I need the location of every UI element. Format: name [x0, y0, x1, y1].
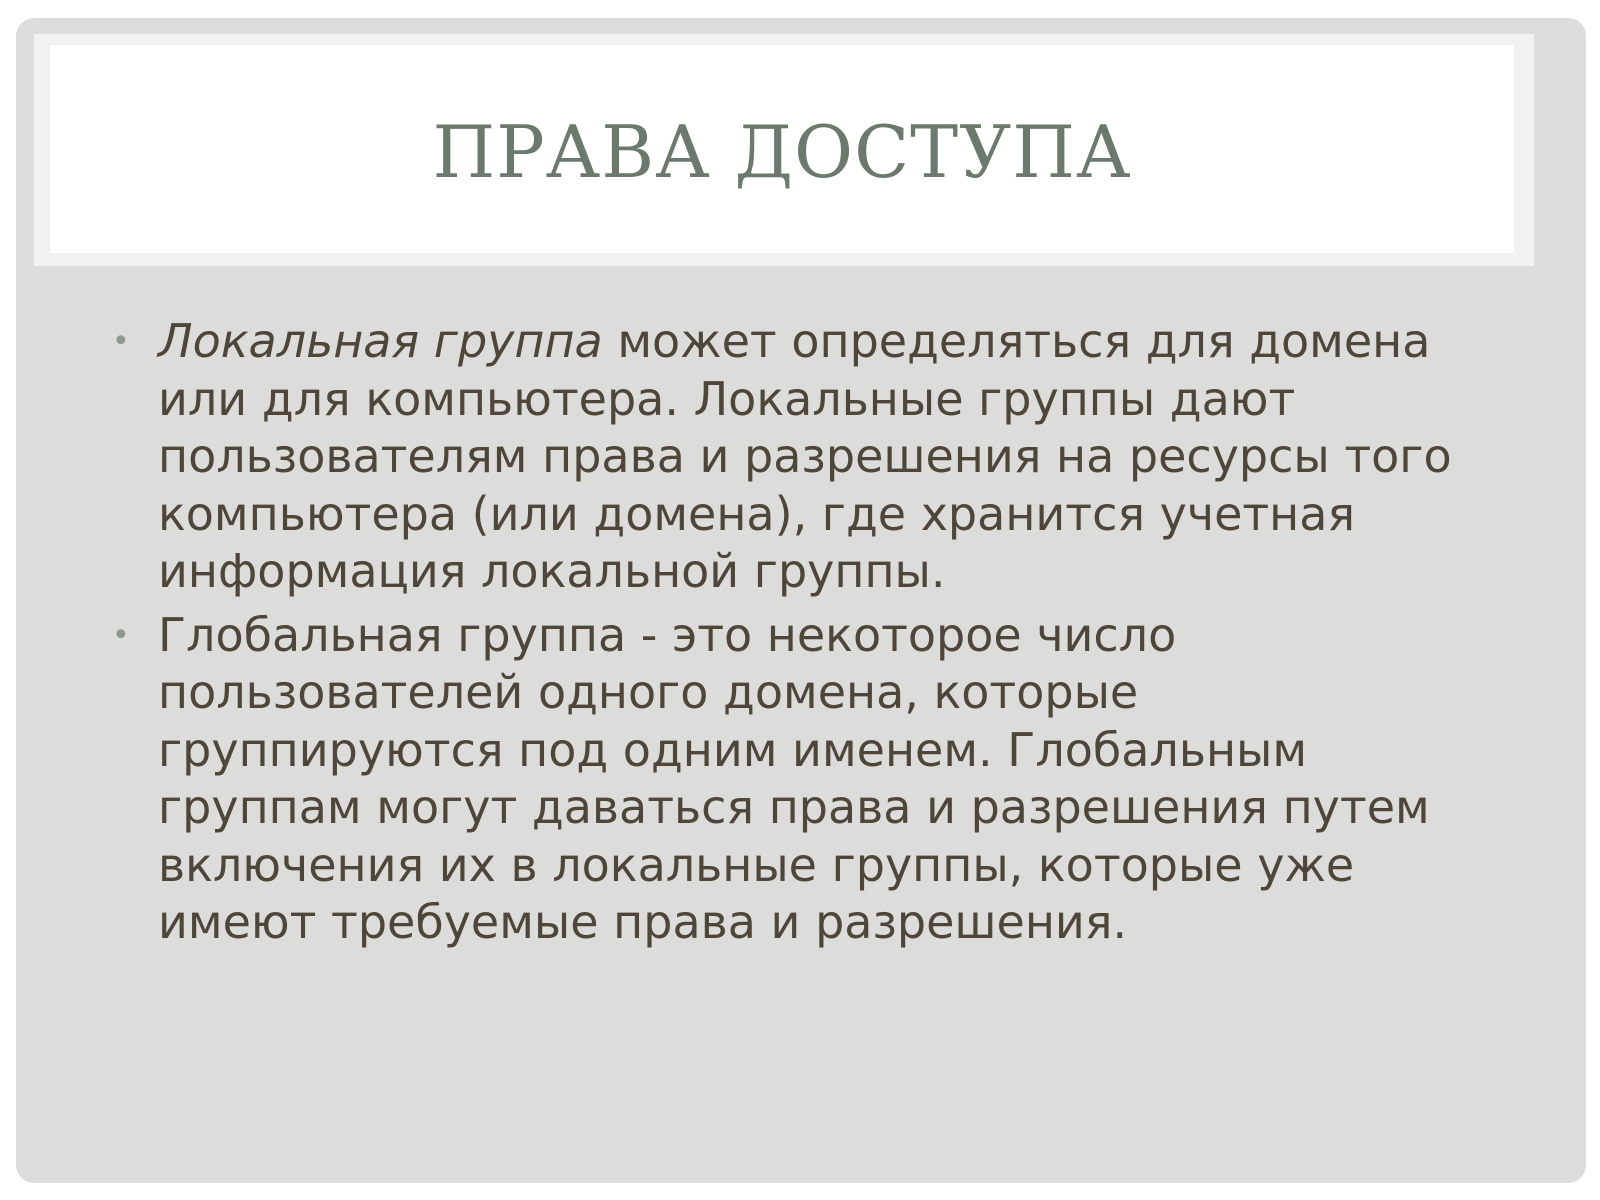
bullet-text: Глобальная группа - это некоторое число пользователей одного домена, которые группируются под одним именем. Глобальным группам могут даваться права и разрешения путем включения их в локальные группы, которые уже имеют требуемые права и разрешения. — [158, 607, 1430, 949]
bullet-list — [112, 313, 1472, 958]
slide-title: ПРАВА ДОСТУПА — [432, 110, 1132, 194]
bullet-text: может определяться для домена или для компьютера. Локальные группы дают пользователям права и разрешения на ресурсы того компьютера (или домена), где хранится учетная информация локальной группы. — [158, 314, 1452, 598]
bullet-dot-icon: • — [112, 617, 130, 653]
bullet-item-local-group — [112, 313, 1472, 601]
bullet-item-global-group — [112, 607, 1472, 952]
title-box — [50, 45, 1514, 253]
bullet-italic-lead: Локальная группа — [158, 314, 603, 368]
bullet-dot-icon: • — [112, 324, 130, 359]
